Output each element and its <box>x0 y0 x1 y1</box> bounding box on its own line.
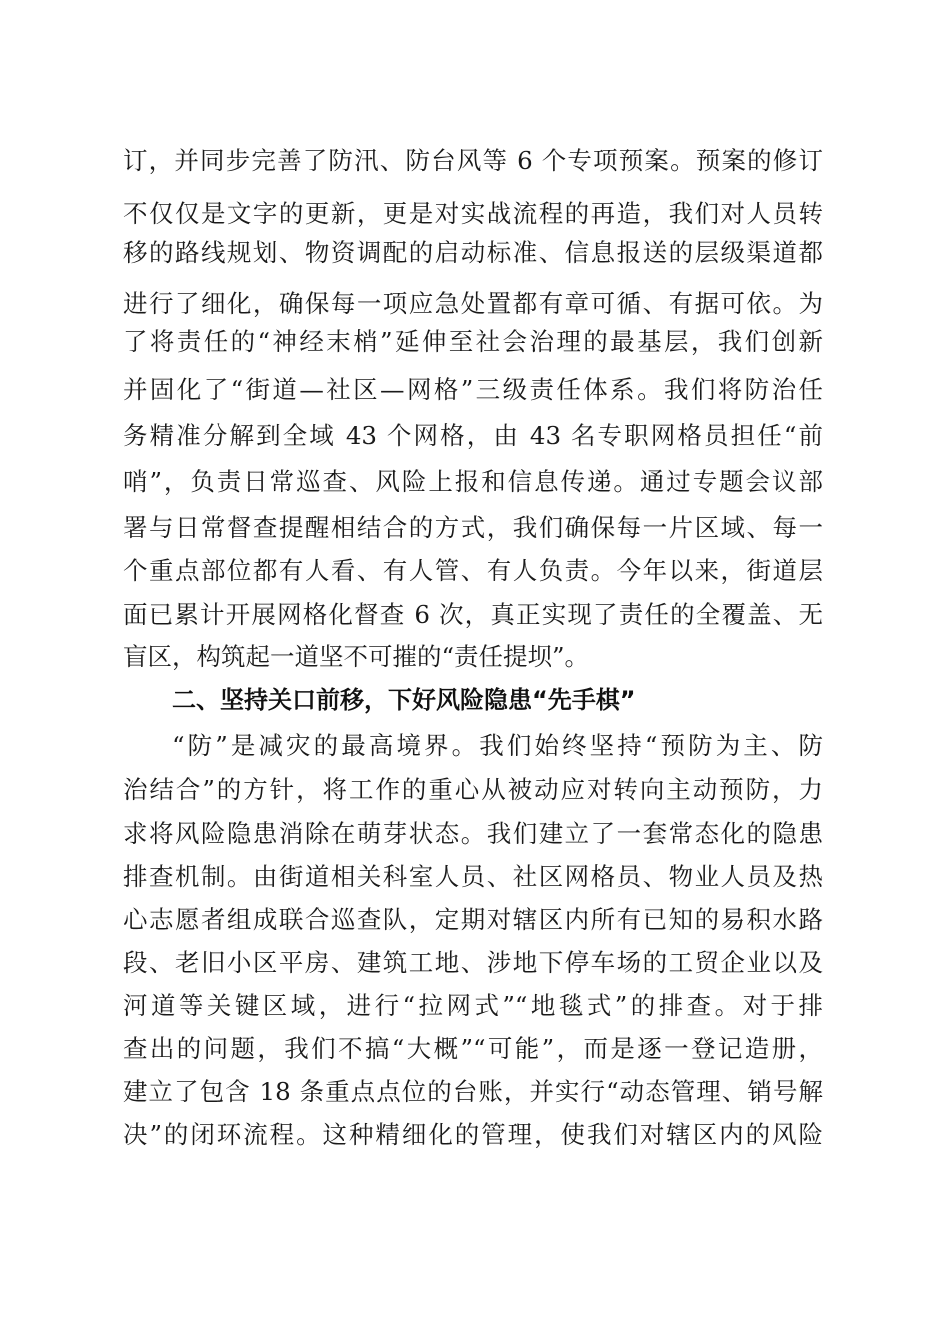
text-line: 移的路线规划、物资调配的启动标准、信息报送的层级渠道都 <box>123 238 823 267</box>
text-line: 决”的闭环流程。这种精细化的管理，使我们对辖区内的风险 <box>123 1120 823 1149</box>
text-line: 并固化了“街道—社区—网格”三级责任体系。我们将防治任 <box>123 375 823 404</box>
text-line: 求将风险隐患消除在萌芽状态。我们建立了一套常态化的隐患 <box>123 819 823 848</box>
text-line: 订，并同步完善了防汛、防台风等 6 个专项预案。预案的修订 <box>123 146 823 175</box>
text-line: 个重点部位都有人看、有人管、有人负责。今年以来，街道层 <box>123 556 823 585</box>
text-line: 排查机制。由街道相关科室人员、社区网格员、物业人员及热 <box>123 862 823 891</box>
text-line: 面已累计开展网格化督查 6 次，真正实现了责任的全覆盖、无 <box>123 600 823 629</box>
text-line: 不仅仅是文字的更新，更是对实战流程的再造，我们对人员转 <box>123 199 823 228</box>
text-line: 心志愿者组成联合巡查队，定期对辖区内所有已知的易积水路 <box>123 905 823 934</box>
text-line: 河道等关键区域，进行“拉网式”“地毯式”的排查。对于排 <box>123 991 823 1020</box>
text-line: 建立了包含 18 条重点点位的台账，并实行“动态管理、销号解 <box>123 1077 823 1106</box>
text-line: 务精准分解到全域 43 个网格，由 43 名专职网格员担任“前 <box>123 421 823 450</box>
text-line: “防”是减灾的最高境界。我们始终坚持“预防为主、防 <box>172 731 823 760</box>
text-line: 治结合”的方针，将工作的重心从被动应对转向主动预防，力 <box>123 775 823 804</box>
section-heading: 二、坚持关口前移，下好风险隐患“先手棋” <box>172 686 636 714</box>
text-line: 段、老旧小区平房、建筑工地、涉地下停车场的工贸企业以及 <box>123 948 823 977</box>
text-line: 进行了细化，确保每一项应急处置都有章可循、有据可依。为 <box>123 289 823 318</box>
text-line: 了将责任的“神经末梢”延伸至社会治理的最基层，我们创新 <box>123 327 823 356</box>
text-line: 署与日常督查提醒相结合的方式，我们确保每一片区域、每一 <box>123 513 823 542</box>
text-line: 盲区，构筑起一道坚不可摧的“责任提坝”。 <box>123 642 590 671</box>
text-line: 查出的问题，我们不搞“大概”“可能”，而是逐一登记造册， <box>123 1034 823 1063</box>
text-line: 哨”，负责日常巡查、风险上报和信息传递。通过专题会议部 <box>123 467 823 496</box>
